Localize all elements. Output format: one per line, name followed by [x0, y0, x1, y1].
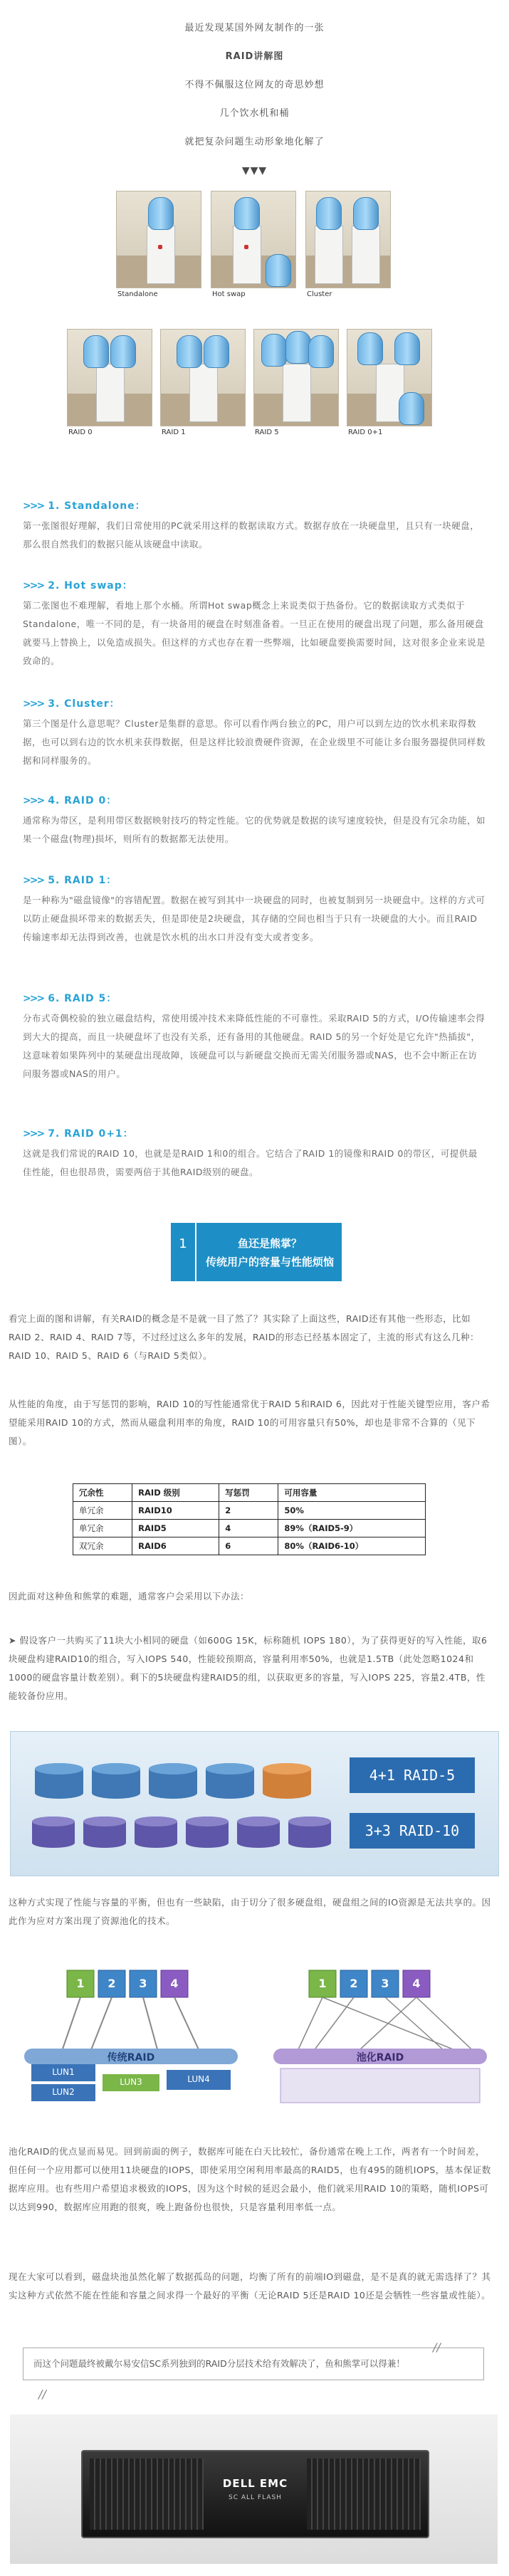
caption-cluster: Cluster — [307, 290, 332, 298]
brand-logo: DELL EMC — [222, 2477, 288, 2490]
paragraph-conclusion — [9, 2268, 493, 2305]
photo-raid-5 — [253, 329, 339, 426]
section-text: 第三个图是什么意思呢？Cluster是集群的意思。你可以看作两台独立的PC，用户可以到左边的饮水机来取得数据，也可以到右边的饮水机来获得数据，但是这样比较浪费硬件资源，在企业级里不可能让多台服务器提供同样数据和同样服务的。 — [23, 718, 486, 766]
paragraph: 现在大家可以看到，磁盘块池虽然化解了数据孤岛的问题，均衡了所有的前端IO到磁盘，是不是真的就无需选择了？其实这种方式依然不能在性能和容量之间求得一个最好的平衡（无论RAID 5还是RAID 10还是会牺牲一些容量或性能）。 — [9, 2271, 491, 2301]
intro-line: 不得不佩服这位网友的奇思妙想 — [184, 80, 325, 90]
product-image — [10, 2414, 498, 2564]
highlight-quote-box — [23, 2348, 484, 2380]
photo-raid-0 — [67, 329, 152, 426]
raid-comparison-table — [73, 1483, 426, 1555]
caption-raid-5: RAID 5 — [255, 429, 279, 436]
paragraph: 因此面对这种鱼和熊掌的难题，通常客户会采用以下办法： — [9, 1591, 250, 1602]
down-arrows: ▼▼▼ — [241, 165, 268, 177]
storage-array — [81, 2450, 429, 2538]
section-title: 4. RAID 0： — [48, 795, 117, 806]
table-header: 写惩罚 — [219, 1484, 278, 1502]
section-text: 是一种称为"磁盘镜像"的容错配置。数据在被写到其中一块硬盘的同时，也被复制到另一块硬盘中。这样的方式可以防止硬盘损坏带来的数据丢失，但是即使是2块硬盘，其存储的空间也相当于只有一块硬盘的大小。而且RAID传输速率却无法得到改善，也就是饮水机的出水口并没有变大或者变多。 — [23, 895, 486, 942]
paragraph-raid-forms — [9, 1310, 493, 1365]
section-title: 3. Cluster： — [48, 698, 120, 710]
paragraph-example — [9, 1631, 493, 1705]
table-cell: RAID10 — [132, 1502, 219, 1520]
intro-line: 就把复杂问题生动形象地化解了 — [184, 137, 325, 147]
table-cell: 6 — [219, 1537, 278, 1555]
quote-text: 而这个问题最终被戴尔易安信SC系列独到的RAID分层技术给有效解决了，鱼和熊掌可以得兼！ — [33, 2358, 405, 2369]
table-header: RAID 级别 — [132, 1484, 219, 1502]
water-bottle-icon — [204, 335, 229, 368]
water-bottle-icon — [308, 335, 334, 368]
water-bottle-icon — [110, 335, 136, 368]
section-text: 第二张图也不难理解，看地上那个水桶。所谓Hot swap概念上来说类似于热备份。它的数据读取方式类似于Standalone，唯一不同的是，有一块备用的硬盘在时刻准备着。一旦正在使用的硬盘出现了问题，那么备用硬盘就要马上替换上，以免造成损失。但这样的方式也存在着一些弊端，比如硬盘要换需要时间，这对很多企业来说是致命的。 — [23, 600, 486, 666]
lun-number: 3 — [381, 1977, 389, 1990]
table-cell: 单冗余 — [73, 1502, 132, 1520]
lun-label: LUN2 — [52, 2087, 75, 2097]
quote-slash-decoration: // — [38, 2387, 46, 2401]
section-text: 第一张图很好理解，我们日常使用的PC就采用这样的数据读取方式。数据存放在一块硬盘里，且只有一块硬盘，那么很自然我们的数据只能从该硬盘中读取。 — [23, 520, 480, 550]
water-bottle-icon — [177, 335, 202, 368]
caption-raid-0: RAID 0 — [68, 429, 93, 436]
table-cell: 50% — [278, 1502, 426, 1520]
lun-number: 1 — [76, 1977, 85, 1990]
section-raid-0-1 — [23, 1126, 486, 1182]
lun-number: 4 — [412, 1977, 421, 1990]
table-header-row — [73, 1484, 426, 1502]
spare-bottle-icon — [266, 254, 291, 287]
lun-label: LUN1 — [52, 2067, 75, 2077]
section-title: 5. RAID 1： — [48, 875, 117, 886]
paragraph-pooling-benefits — [9, 2143, 493, 2217]
photo-raid-0-1 — [347, 329, 432, 426]
section-text: 分布式奇偶校验的独立磁盘结构，常使用缓冲技术来降低性能的不可靠性。采取RAID 5的方式，I/O传输速率会得到大大的提高，而且一块硬盘坏了也没有关系，还有备用的其他硬盘。RAID 5的另一个好处是它允许"热插拔"，这意味着如果阵列中的某硬盘出现故障，该硬盘可以与新硬盘交换而无需关闭服务器或NAS，也不会中断正在访问服务器或NAS的用户。 — [23, 1013, 486, 1079]
lun-number: 2 — [107, 1977, 116, 1990]
double-chevron-icon: >>> — [23, 1128, 44, 1140]
section-title: 7. RAID 0+1： — [48, 1128, 134, 1140]
table-row — [73, 1502, 426, 1520]
water-bottle-icon — [353, 197, 379, 230]
water-bottle-icon — [83, 335, 109, 368]
table-header: 可用容量 — [278, 1484, 426, 1502]
section-text: 通常称为带区，是利用带区数据映射技巧的特定性能。它的优势就是数据的读写速度较快，但是没有冗余功能，如果一个磁盘(物理)损坏，则所有的数据都无法使用。 — [23, 815, 486, 844]
table-cell: 2 — [219, 1502, 278, 1520]
raid5-disk-group — [35, 1763, 311, 1799]
banner-subtitle: 传统用户的容量与性能烦恼 — [205, 1256, 334, 1268]
caption-standalone: Standalone — [117, 290, 158, 298]
section-hot-swap — [23, 578, 486, 671]
raid10-disk-group — [32, 1817, 331, 1848]
double-chevron-icon: >>> — [23, 698, 44, 710]
lun-label: LUN3 — [120, 2077, 142, 2087]
intro-block — [0, 14, 509, 185]
raid-photo-grid — [0, 191, 509, 475]
paragraph: 看完上面的图和讲解，有关RAID的概念是不是就一目了然了？其实除了上面这些，RAID还有其他一些形态，比如RAID 2、RAID 4、RAID 7等，不过经过这么多年的发展，RAID的形态已经基本固定了，主流的形式有这么几种：RAID 10、RAID 5、RAID 6（与RAID 5类似）。 — [9, 1313, 479, 1361]
paragraph: 从性能的角度，由于写惩罚的影响，RAID 10的写性能通常优于RAID 5和RAID 6，因此对于性能关键型应用，客户希望能采用RAID 10的方式，然而从磁盘利用率的角度，RAID 10的可用容量只有50%，却也是非常不合算的（见下图）。 — [9, 1399, 490, 1446]
photo-cluster — [305, 191, 391, 288]
section-text: 这就是我们常说的RAID 10，也就是是RAID 1和0的组合。它结合了RAID 1的镜像和RAID 0的带区，可提供最佳性能，但也很昂贵，需要两倍于其他RAID级别的硬盘。 — [23, 1148, 478, 1177]
table-row — [73, 1537, 426, 1555]
caption-hot-swap: Hot swap — [212, 290, 246, 298]
caption-raid-0-1: RAID 0+1 — [348, 429, 383, 436]
quote-slash-decoration: // — [433, 2340, 441, 2354]
double-chevron-icon: >>> — [23, 580, 44, 592]
water-bottle-icon — [148, 197, 174, 230]
table-row — [73, 1520, 426, 1537]
water-bottle-icon — [234, 197, 260, 230]
raid-groups-figure — [10, 1731, 499, 1876]
disk-groups-svg — [11, 1732, 498, 1876]
section-title: 1. Standalone： — [48, 500, 146, 512]
lun-number: 2 — [350, 1977, 358, 1990]
intro-line: 几个饮水机和桶 — [219, 108, 290, 119]
water-bottle-icon — [285, 331, 311, 364]
table-cell: 单冗余 — [73, 1520, 132, 1537]
intro-line: RAID讲解图 — [225, 51, 284, 62]
lun-label: LUN4 — [187, 2074, 210, 2084]
table-cell: 89%（RAID5-9） — [278, 1520, 426, 1537]
section-cluster — [23, 696, 486, 770]
paragraph-performance — [9, 1395, 493, 1451]
paragraph-balance — [9, 1893, 493, 1930]
double-chevron-icon: >>> — [23, 875, 44, 886]
section-raid-5 — [23, 991, 486, 1083]
paragraph: ➤ 假设客户一共购买了11块大小相同的硬盘（如600G 15K，标称随机 IOPS 180），为了获得更好的写入性能，取6块硬盘构建RAID10的组合，写入IOPS 540，性能较预期高，容量利用率50%，也就是1.5TB（此处忽略1024和1000的硬盘容量计数差别）。剩下的5块硬盘构建RAID5的组，以获取更多的容量，写入IOPS 225，容量2.4TB，性能较备份应用。 — [9, 1635, 488, 1701]
paragraph-intro-options — [9, 1587, 493, 1606]
table-cell: 4 — [219, 1520, 278, 1537]
pooled-raid-title: 池化RAID — [356, 2052, 404, 2064]
caption-raid-1: RAID 1 — [162, 429, 186, 436]
lun-number: 1 — [318, 1977, 327, 1990]
table-cell: RAID6 — [132, 1537, 219, 1555]
section-raid-0 — [23, 793, 486, 848]
double-chevron-icon: >>> — [23, 795, 44, 806]
raid5-label: 4+1 RAID-5 — [350, 1757, 475, 1793]
photo-hot-swap — [211, 191, 296, 288]
paragraph: 池化RAID的优点显而易见。回到前面的例子，数据库可能在白天比较忙，备份通常在晚上工作，两者有一个时间差，但任何一个应用都可以使用11块硬盘的IOPS，即使采用空闲利用率最高的RAID5，也有495的随机IOPS，基本保证数据库应用。也有些用户希望追求极致的IOPS，因为这个时候的延迟会最小，他们就采用RAID 10的策略，随机IOPS可以达到990，数据库应用跑的很爽，晚上跑备份也很快，只是容量利用率低一点。 — [9, 2146, 491, 2212]
photo-standalone — [116, 191, 201, 288]
intro-line: 最近发现某国外网友制作的一张 — [184, 23, 325, 33]
double-chevron-icon: >>> — [23, 500, 44, 512]
table-cell: RAID5 — [132, 1520, 219, 1537]
table-header: 冗余性 — [73, 1484, 132, 1502]
raid10-label: 3+3 RAID-10 — [350, 1813, 475, 1849]
water-bottle-icon — [316, 197, 342, 230]
photo-raid-1 — [160, 329, 246, 426]
traditional-raid-title: 传统RAID — [107, 2052, 155, 2064]
water-bottle-icon — [261, 334, 287, 367]
lun-number: 4 — [170, 1977, 179, 1990]
section-banner — [171, 1223, 342, 1281]
double-chevron-icon: >>> — [23, 993, 44, 1004]
table-cell: 80%（RAID6-10） — [278, 1537, 426, 1555]
section-standalone — [23, 498, 486, 554]
banner-title: 鱼还是熊掌？ — [237, 1237, 302, 1250]
lun-number: 3 — [139, 1977, 147, 1990]
product-model: SC ALL FLASH — [229, 2494, 282, 2501]
pooled-raid-figure — [10, 1965, 498, 2125]
water-bottle-icon — [394, 332, 420, 365]
spare-bottle-icon — [399, 392, 424, 425]
section-title: 2. Hot swap： — [48, 580, 133, 592]
section-title: 6. RAID 5： — [48, 993, 117, 1004]
water-bottle-icon — [357, 332, 383, 365]
paragraph: 这种方式实现了性能与容量的平衡，但也有一些缺陷，由于切分了很多硬盘组，硬盘组之间的IO资源是无法共享的。因此作为应对方案出现了资源池化的技术。 — [9, 1897, 491, 1926]
section-raid-1 — [23, 873, 486, 947]
banner-number: 1 — [171, 1223, 196, 1281]
table-cell: 双冗余 — [73, 1537, 132, 1555]
